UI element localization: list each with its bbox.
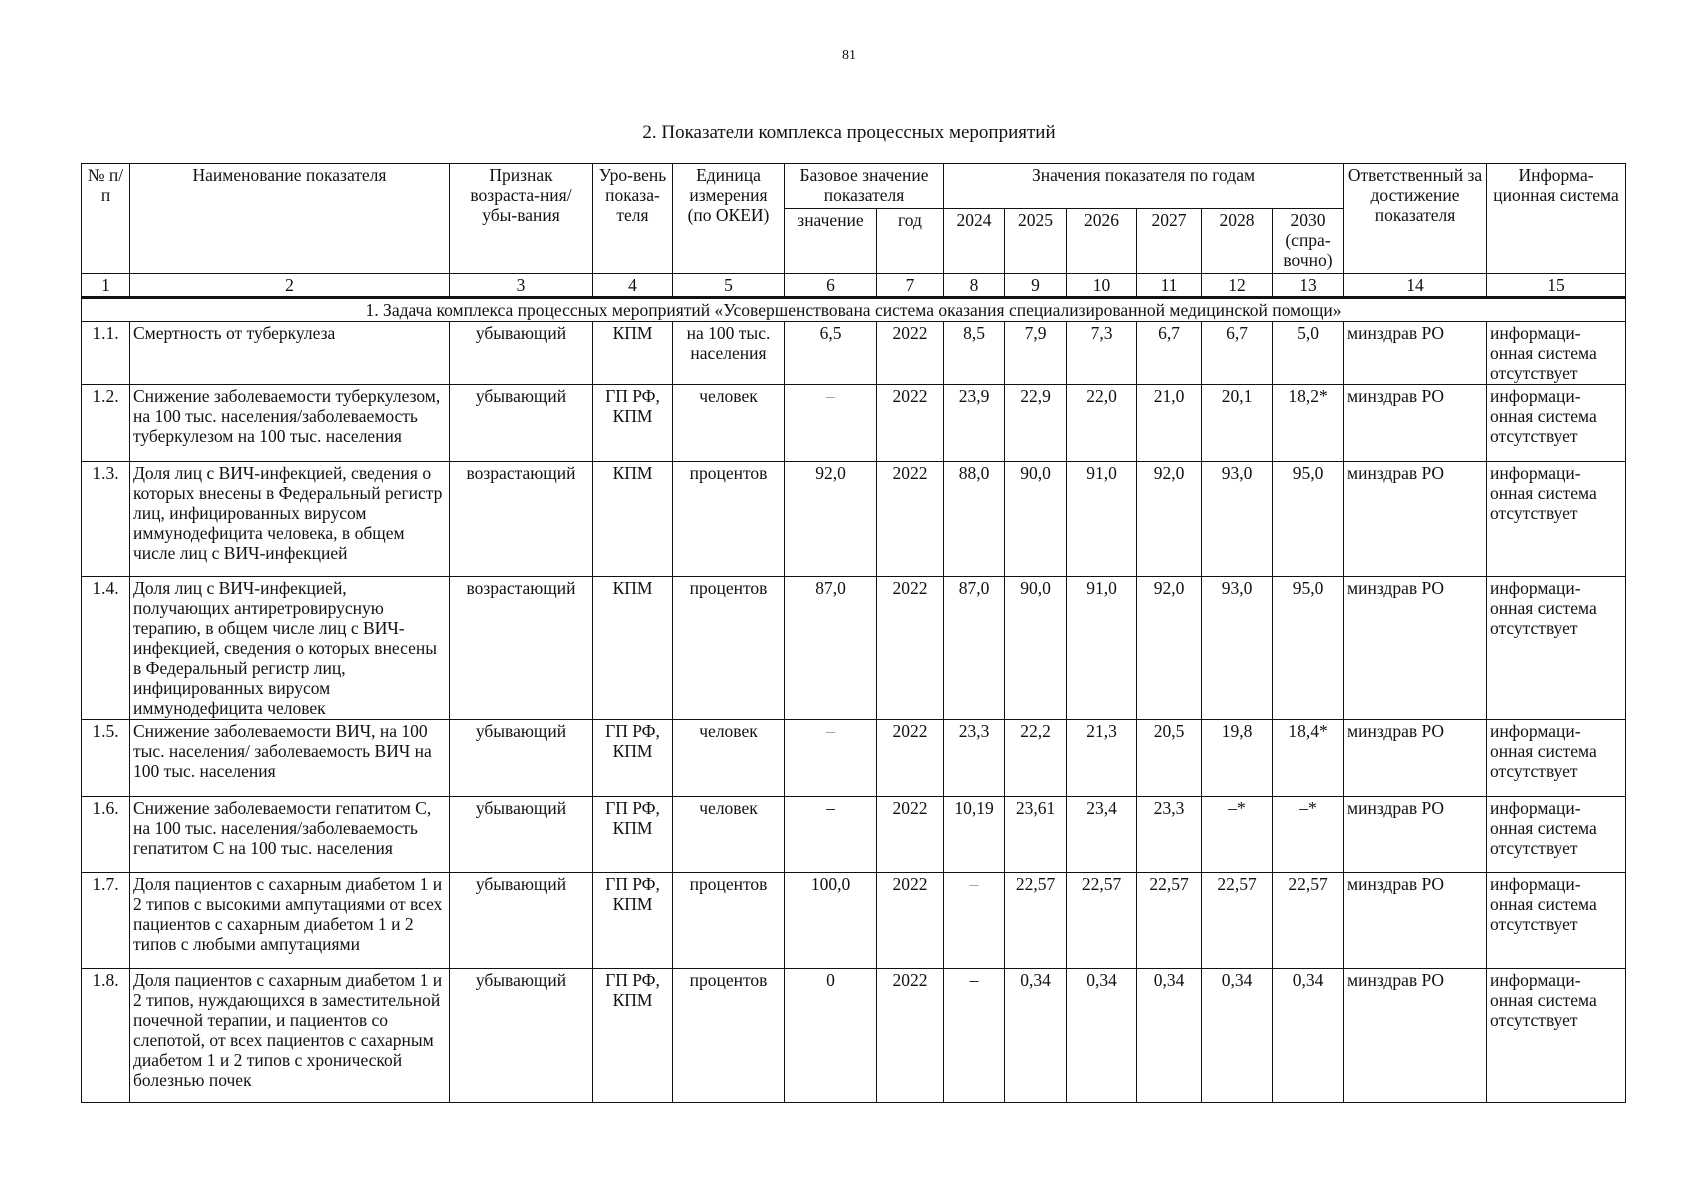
value-2024: 23,9 (944, 385, 1005, 462)
value-2025: 90,0 (1005, 462, 1067, 577)
base-year: 2022 (877, 873, 944, 969)
value-2030: 18,4* (1273, 720, 1344, 797)
value-2025: 90,0 (1005, 577, 1067, 720)
indicator-level: ГП РФ, КПМ (593, 797, 673, 873)
info-system: информаци-онная система отсутствует (1487, 720, 1626, 797)
indicator-name: Смертность от туберкулеза (130, 322, 450, 385)
row-number: 1.2. (82, 385, 130, 462)
table-row (82, 322, 1626, 385)
responsible-body: минздрав РО (1344, 797, 1487, 873)
value-2030: –* (1273, 797, 1344, 873)
value-2025: 0,34 (1005, 969, 1067, 1103)
column-number: 8 (944, 274, 1005, 298)
base-value: – (785, 720, 877, 797)
indicator-name: Снижение заболеваемости гепатитом С, на 100 тыс. населения/заболеваемость гепатитом С на 100 тыс. населения (130, 797, 450, 873)
base-value: – (785, 385, 877, 462)
table-row (82, 797, 1626, 873)
column-number: 13 (1273, 274, 1344, 298)
column-number: 12 (1202, 274, 1273, 298)
unit-of-measure: процентов (673, 577, 785, 720)
table-row (82, 720, 1626, 797)
info-system: информаци-онная система отсутствует (1487, 462, 1626, 577)
column-number: 1 (82, 274, 130, 298)
unit-of-measure: на 100 тыс. населения (673, 322, 785, 385)
value-2025: 22,2 (1005, 720, 1067, 797)
value-2024: 87,0 (944, 577, 1005, 720)
value-2026: 0,34 (1067, 969, 1137, 1103)
base-year: 2022 (877, 720, 944, 797)
value-2026: 22,57 (1067, 873, 1137, 969)
column-number: 4 (593, 274, 673, 298)
unit-of-measure: человек (673, 720, 785, 797)
column-number: 7 (877, 274, 944, 298)
trend-sign: убывающий (450, 720, 593, 797)
value-2027: 6,7 (1137, 322, 1202, 385)
responsible-body: минздрав РО (1344, 969, 1487, 1103)
indicator-name: Снижение заболеваемости ВИЧ, на 100 тыс. населения/ заболеваемость ВИЧ на 100 тыс. населения (130, 720, 450, 797)
indicator-name: Доля лиц с ВИЧ-инфекцией, сведения о которых внесены в Федеральный регистр лиц, инфицированных вирусом иммунодефицита человека, в общем числе лиц с ВИЧ-инфекцией (130, 462, 450, 577)
indicator-name: Доля пациентов с сахарным диабетом 1 и 2 типов, нуждающихся в заместительной почечной терапии, и пациентов со слепотой, от всех пациентов с сахарным диабетом 1 и 2 типов с хронической болезнью почек (130, 969, 450, 1103)
indicator-level: КПМ (593, 577, 673, 720)
indicator-level: ГП РФ, КПМ (593, 873, 673, 969)
responsible-body: минздрав РО (1344, 462, 1487, 577)
column-number: 9 (1005, 274, 1067, 298)
trend-sign: убывающий (450, 322, 593, 385)
value-2027: 92,0 (1137, 577, 1202, 720)
info-system: информаци-онная система отсутствует (1487, 797, 1626, 873)
value-2025: 22,9 (1005, 385, 1067, 462)
row-number: 1.5. (82, 720, 130, 797)
indicator-name: Снижение заболеваемости туберкулезом, на 100 тыс. населения/заболеваемость туберкулезом на 100 тыс. населения (130, 385, 450, 462)
header-year: 2030 (спра-вочно) (1273, 209, 1344, 274)
info-system: информаци-онная система отсутствует (1487, 385, 1626, 462)
base-year: 2022 (877, 322, 944, 385)
column-number: 2 (130, 274, 450, 298)
indicator-level: ГП РФ, КПМ (593, 720, 673, 797)
section-row (82, 298, 1626, 322)
value-2025: 23,61 (1005, 797, 1067, 873)
unit-of-measure: человек (673, 385, 785, 462)
row-number: 1.4. (82, 577, 130, 720)
indicator-level: КПМ (593, 462, 673, 577)
column-number: 14 (1344, 274, 1487, 298)
value-2028: 0,34 (1202, 969, 1273, 1103)
trend-sign: возрастающий (450, 577, 593, 720)
responsible-body: минздрав РО (1344, 873, 1487, 969)
value-2028: 93,0 (1202, 577, 1273, 720)
header-unit: Единица измерения (по ОКЕИ) (673, 164, 785, 274)
header-year: 2024 (944, 209, 1005, 274)
value-2027: 23,3 (1137, 797, 1202, 873)
header-info: Информа-ционная система (1487, 164, 1626, 274)
value-2024: 8,5 (944, 322, 1005, 385)
column-number: 15 (1487, 274, 1626, 298)
row-number: 1.3. (82, 462, 130, 577)
column-number: 5 (673, 274, 785, 298)
table-row (82, 462, 1626, 577)
value-2024: 88,0 (944, 462, 1005, 577)
value-2027: 92,0 (1137, 462, 1202, 577)
value-2024: 23,3 (944, 720, 1005, 797)
value-2028: 19,8 (1202, 720, 1273, 797)
value-2026: 22,0 (1067, 385, 1137, 462)
responsible-body: минздрав РО (1344, 720, 1487, 797)
value-2030: 18,2* (1273, 385, 1344, 462)
value-2026: 21,3 (1067, 720, 1137, 797)
table-row (82, 385, 1626, 462)
value-2030: 95,0 (1273, 462, 1344, 577)
indicator-name: Доля лиц с ВИЧ-инфекцией, получающих антиретровирусную терапию, в общем числе лиц с ВИЧ-инфекцией, сведения о которых внесены в Федеральный регистр лиц, инфицированных вирусом иммунодефицита человек (130, 577, 450, 720)
trend-sign: убывающий (450, 797, 593, 873)
column-number: 10 (1067, 274, 1137, 298)
value-2026: 91,0 (1067, 577, 1137, 720)
header-values: Значения показателя по годам (944, 164, 1344, 209)
row-number: 1.8. (82, 969, 130, 1103)
value-2024: – (944, 873, 1005, 969)
header-base-value: значение (785, 209, 877, 274)
header-row-1 (82, 164, 1626, 209)
section-title: 1. Задача комплекса процессных мероприятий «Усовершенствована система оказания специализированной медицинской помощи» (82, 298, 1626, 322)
base-value: – (785, 797, 877, 873)
base-value: 92,0 (785, 462, 877, 577)
row-number: 1.7. (82, 873, 130, 969)
value-2027: 22,57 (1137, 873, 1202, 969)
value-2030: 22,57 (1273, 873, 1344, 969)
row-number: 1.1. (82, 322, 130, 385)
value-2030: 95,0 (1273, 577, 1344, 720)
header-base-year: год (877, 209, 944, 274)
unit-of-measure: процентов (673, 969, 785, 1103)
page-number: 81 (842, 48, 856, 63)
header-base: Базовое значение показателя (785, 164, 944, 209)
value-2024: 10,19 (944, 797, 1005, 873)
base-year: 2022 (877, 969, 944, 1103)
trend-sign: убывающий (450, 969, 593, 1103)
value-2028: 22,57 (1202, 873, 1273, 969)
value-2026: 7,3 (1067, 322, 1137, 385)
value-2030: 5,0 (1273, 322, 1344, 385)
base-value: 6,5 (785, 322, 877, 385)
value-2028: 6,7 (1202, 322, 1273, 385)
header-year: 2025 (1005, 209, 1067, 274)
base-year: 2022 (877, 462, 944, 577)
header-year: 2026 (1067, 209, 1137, 274)
base-value: 100,0 (785, 873, 877, 969)
responsible-body: минздрав РО (1344, 322, 1487, 385)
header-responsible: Ответственный за достижение показателя (1344, 164, 1487, 274)
info-system: информаци-онная система отсутствует (1487, 873, 1626, 969)
row-number: 1.6. (82, 797, 130, 873)
value-2027: 0,34 (1137, 969, 1202, 1103)
trend-sign: убывающий (450, 385, 593, 462)
document-title: 2. Показатели комплекса процессных мероприятий (642, 122, 1056, 143)
value-2028: 93,0 (1202, 462, 1273, 577)
responsible-body: минздрав РО (1344, 577, 1487, 720)
info-system: информаци-онная система отсутствует (1487, 577, 1626, 720)
header-level: Уро-вень показа-теля (593, 164, 673, 274)
header-name: Наименование показателя (130, 164, 450, 274)
indicator-level: ГП РФ, КПМ (593, 385, 673, 462)
base-year: 2022 (877, 577, 944, 720)
unit-of-measure: процентов (673, 873, 785, 969)
trend-sign: убывающий (450, 873, 593, 969)
trend-sign: возрастающий (450, 462, 593, 577)
table-row (82, 873, 1626, 969)
base-year: 2022 (877, 797, 944, 873)
base-year: 2022 (877, 385, 944, 462)
column-numbers-row (82, 274, 1626, 298)
table-row (82, 577, 1626, 720)
value-2025: 22,57 (1005, 873, 1067, 969)
value-2030: 0,34 (1273, 969, 1344, 1103)
indicators-table (81, 163, 1626, 1103)
header-num: № п/п (82, 164, 130, 274)
value-2027: 20,5 (1137, 720, 1202, 797)
unit-of-measure: процентов (673, 462, 785, 577)
header-year: 2027 (1137, 209, 1202, 274)
unit-of-measure: человек (673, 797, 785, 873)
indicator-level: КПМ (593, 322, 673, 385)
header-year: 2028 (1202, 209, 1273, 274)
value-2025: 7,9 (1005, 322, 1067, 385)
info-system: информаци-онная система отсутствует (1487, 969, 1626, 1103)
value-2024: – (944, 969, 1005, 1103)
column-number: 11 (1137, 274, 1202, 298)
responsible-body: минздрав РО (1344, 385, 1487, 462)
value-2026: 23,4 (1067, 797, 1137, 873)
value-2028: 20,1 (1202, 385, 1273, 462)
value-2026: 91,0 (1067, 462, 1137, 577)
header-sign: Признак возраста-ния/убы-вания (450, 164, 593, 274)
indicator-name: Доля пациентов с сахарным диабетом 1 и 2 типов с высокими ампутациями от всех пациентов с сахарным диабетом 1 и 2 типов с любыми ампутациями (130, 873, 450, 969)
indicator-level: ГП РФ, КПМ (593, 969, 673, 1103)
info-system: информаци-онная система отсутствует (1487, 322, 1626, 385)
column-number: 3 (450, 274, 593, 298)
base-value: 87,0 (785, 577, 877, 720)
base-value: 0 (785, 969, 877, 1103)
column-number: 6 (785, 274, 877, 298)
value-2028: –* (1202, 797, 1273, 873)
value-2027: 21,0 (1137, 385, 1202, 462)
table-row (82, 969, 1626, 1103)
